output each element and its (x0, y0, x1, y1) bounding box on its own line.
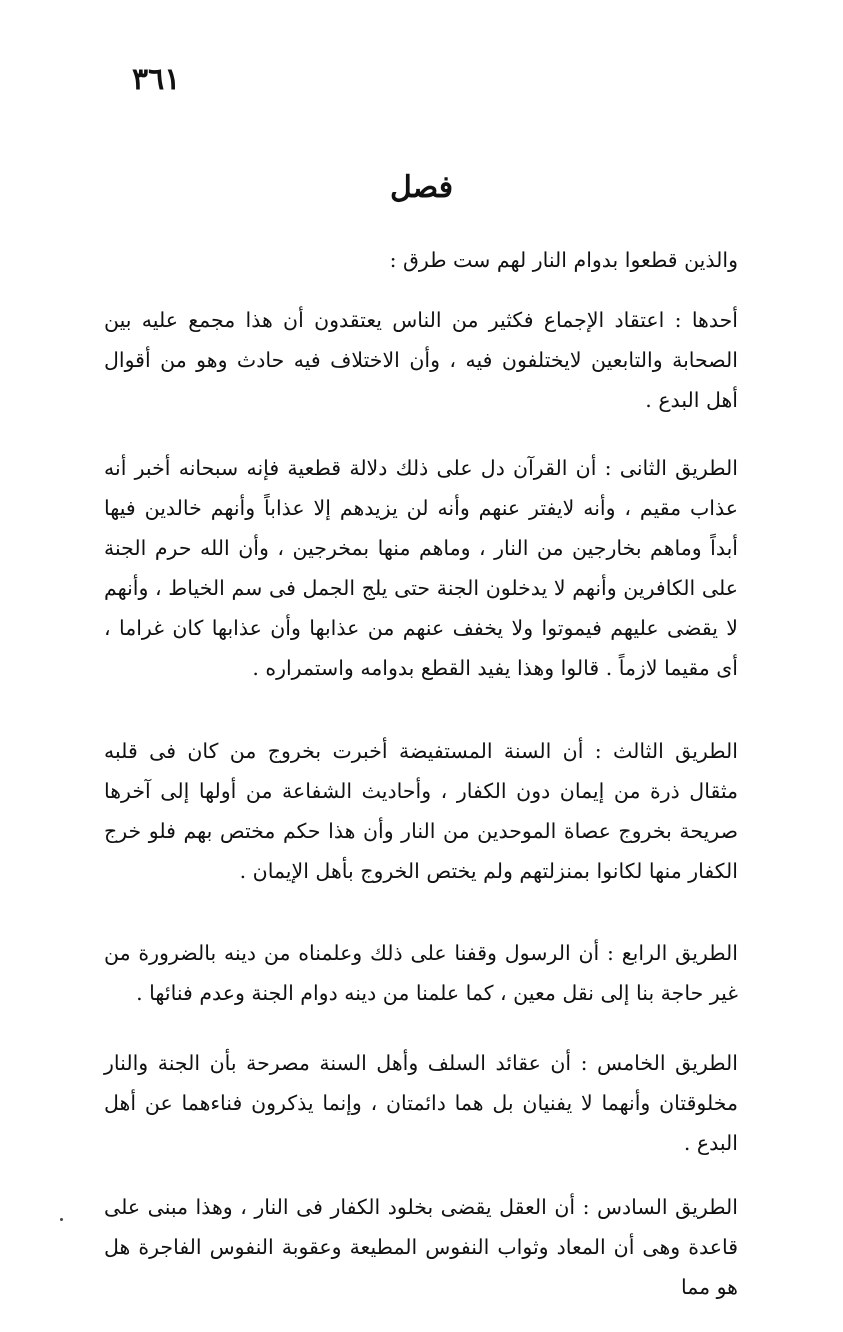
print-speck (60, 1218, 63, 1221)
page-number: ٣٦١ (132, 62, 181, 97)
paragraph-sixth: الطريق السادس : أن العقل يقضى بخلود الكفار فى النار ، وهذا مبنى على قاعدة وهى أن المعاد وثواب النفوس المطيعة وعقوبة النفوس الفاجرة هل هو مما (104, 1195, 738, 1299)
paragraph-fifth: الطريق الخامس : أن عقائد السلف وأهل السنة مصرحة بأن الجنة والنار مخلوقتان وأنهما لا يفنيان بل هما دائمتان ، وإنما يذكرون فناءهما عن أهل البدع . (104, 1051, 738, 1155)
intro-paragraph: والذين قطعوا بدوام النار لهم ست طرق : (389, 248, 738, 272)
paragraph-second: الطريق الثانى : أن القرآن دل على ذلك دلالة قطعية فإنه سبحانه أخبر أنه عذاب مقيم ، وأنه لايفتر عنهم وأنه لن يزيدهم إلا عذاباً وأنهم خالدين فيها أبداً وماهم بخارجين من النار ، وماهم منها بمخرجين ، وأن الله حرم الجنة على الكافرين وأنهم لا يدخلون الجنة حتى يلج الجمل فى سم الخياط ، وأنهم لا يقضى عليهم فيموتوا ولا يخفف عنهم من عذابها وأن عذابها كان غراما ، أى مقيما لازماً . قالوا وهذا يفيد القطع بدوامه واستمراره . (104, 456, 738, 680)
section-heading: فصل (389, 170, 454, 205)
paragraph-third: الطريق الثالث : أن السنة المستفيضة أخبرت بخروج من كان فى قلبه مثقال ذرة من إيمان دون الكفار ، وأحاديث الشفاعة من أولها إلى آخرها صريحة بخروج عصاة الموحدين من النار وأن هذا حكم مختص بهم فلو خرج الكفار منها لكانوا بمنزلتهم ولم يختص الخروج بأهل الإيمان . (104, 739, 738, 883)
paragraph-fourth: الطريق الرابع : أن الرسول وقفنا على ذلك وعلمناه من دينه بالضرورة من غير حاجة بنا إلى نقل معين ، كما علمنا من دينه دوام الجنة وعدم فنائها . (104, 941, 738, 1005)
paragraph-first: أحدها : اعتقاد الإجماع فكثير من الناس يعتقدون أن هذا مجمع عليه بين الصحابة والتابعين لايختلفون فيه ، وأن الاختلاف فيه حادث وهو من أقوال أهل البدع . (104, 308, 738, 412)
